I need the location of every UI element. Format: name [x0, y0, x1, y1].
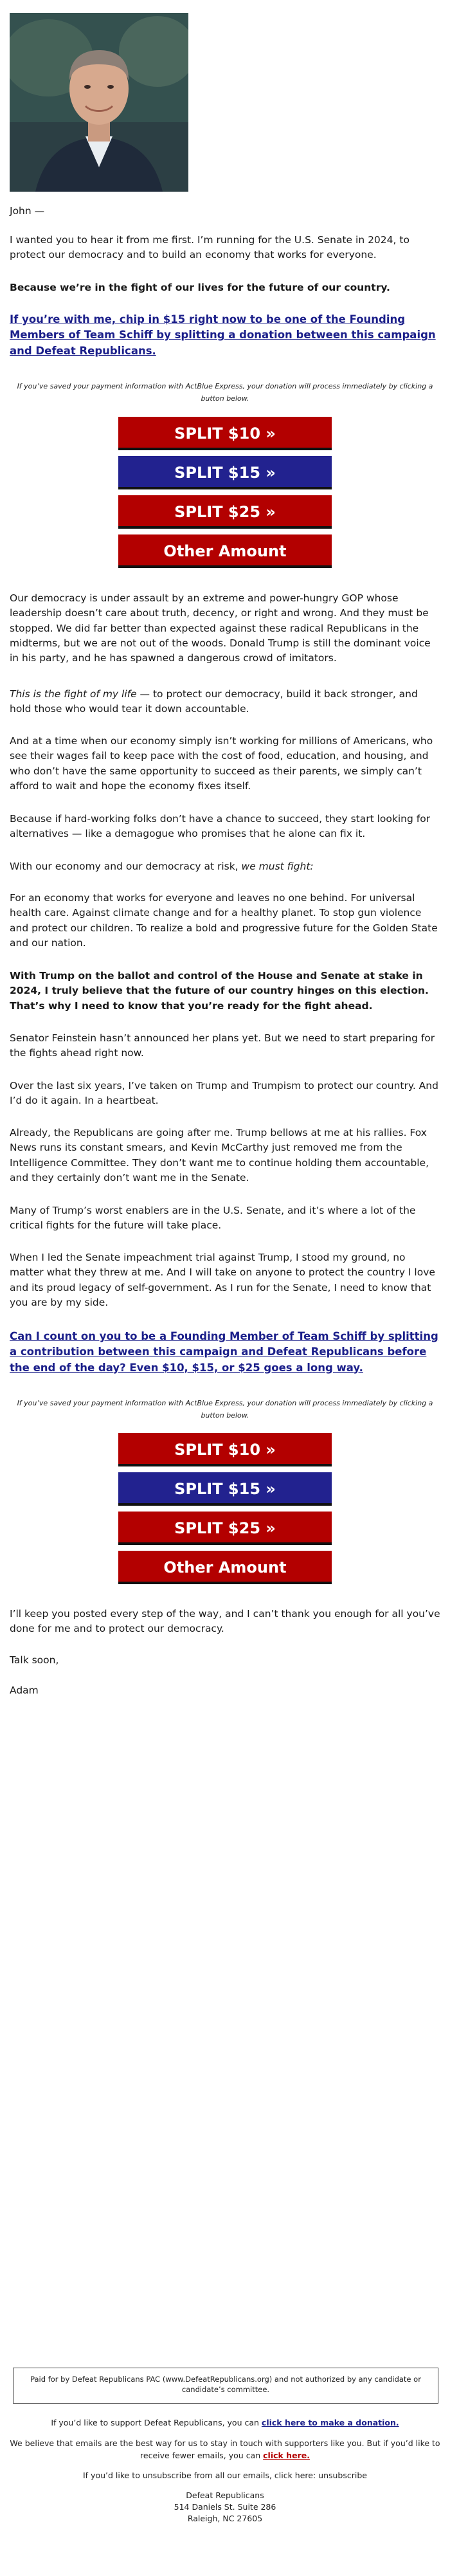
- other-amount-button-2[interactable]: Other Amount: [118, 1551, 332, 1584]
- cta-link-1-wrap: [10, 312, 440, 359]
- paid-for-text: Paid for by Defeat Republicans PAC (www.DefeatRepublicans.org) and not authorized by any candidate or candidate’s committee.: [30, 2375, 421, 2395]
- other-amount-button-1[interactable]: Other Amount: [118, 534, 332, 568]
- footer-donate-pre: If you’d like to support Defeat Republicans, you can: [51, 2418, 262, 2427]
- actblue-note-1: If you’ve saved your payment information with ActBlue Express, your donation will process immediately by clicking a button below.: [17, 382, 433, 403]
- footer-donate-line: [10, 2417, 440, 2429]
- paragraph-enablers: Many of Trump’s worst enablers are in the U.S. Senate, and it’s where a lot of the critical fights for the future will take place.: [10, 1205, 416, 1232]
- footer-fewer-emails-link[interactable]: click here.: [263, 2450, 310, 2460]
- must-fight-italic: we must fight:: [241, 861, 314, 872]
- footer-org-name: Defeat Republicans: [186, 2490, 264, 2500]
- paragraph-democracy: Our democracy is under assault by an extreme and power-hungry GOP whose leadership doesn’t care about truth, decency, or right and wrong. And they must be stopped. We did far better than expected against these radical Republicans in the midterms, but we are not out of the woods. Donald Trump is still the dominant voice in his party, and he has spawned a dangerous crowd of imitators.: [10, 592, 431, 664]
- paragraph-demagogue: Because if hard-working folks don’t have a chance to succeed, they start looking for alternatives — like a demagogue who promises that he alone can fix it.: [10, 813, 431, 840]
- must-fight-start: With our economy and our democracy at risk,: [10, 861, 242, 872]
- split-15-button-2[interactable]: SPLIT $15 »: [118, 1472, 332, 1506]
- paragraph-republicans-attack: Already, the Republicans are going after me. Trump bellows at me at his rallies. Fox News runs its constant smears, and Kevin McCarthy just removed me from the Intelligence Committee. They don’t want me to continue holding them accountable, and they certainly don’t want me in the Senate.: [10, 1127, 429, 1183]
- greeting: John —: [10, 205, 45, 217]
- cta-link-2[interactable]: Can I count on you to be a Founding Member of Team Schiff by splitting a contribution between this campaign and Defeat Republicans before the end of the day? Even $10, $15, or $25 goes a long way.: [10, 1330, 438, 1374]
- portrait-photo: [10, 13, 188, 192]
- closing: Talk soon,: [10, 1654, 59, 1666]
- paragraph-fight-of-life: [10, 687, 440, 717]
- paragraph-impeachment: When I led the Senate impeachment trial against Trump, I stood my ground, no matter what they threw at me. And I will take on anyone to protect the country I love and its proud legacy of self-government. As I run for the Senate, I need to know that you are by my side.: [10, 1252, 435, 1308]
- paragraph-must-fight: [10, 859, 440, 874]
- footer-emails-line: [10, 2438, 440, 2462]
- paragraph-economy: And at a time when our economy simply isn’t working for millions of Americans, who see their wages fail to keep pace with the cost of food, education, and housing, and who don’t have the same opportunity to succeed as their parents, we simply can’t afford to wait and hope the economy fixes itself.: [10, 735, 433, 792]
- footer-address-1: 514 Daniels St. Suite 286: [174, 2502, 276, 2512]
- footer-unsubscribe-line[interactable]: If you’d like to unsubscribe from all our emails, click here: unsubscribe: [83, 2471, 367, 2480]
- paragraph-announcement: I wanted you to hear it from me first. I’m running for the U.S. Senate in 2024, to protect our democracy and to build an economy that works for everyone.: [10, 234, 410, 261]
- paragraph-priorities: For an economy that works for everyone and leaves no one behind. For universal health care. Against climate change and for a healthy planet. To stop gun violence and protect our children. To realize a bold and progressive future for the Golden State and our nation.: [10, 892, 438, 949]
- paragraph-thanks: I’ll keep you posted every step of the way, and I can’t thank you enough for all you’ve done for me and to protect our democracy.: [10, 1608, 440, 1635]
- paragraph-six-years: Over the last six years, I’ve taken on Trump and Trumpism to protect our country. And I’d do it again. In a heartbeat.: [10, 1080, 438, 1107]
- split-15-button-1[interactable]: SPLIT $15 »: [118, 456, 332, 489]
- split-10-button-2[interactable]: SPLIT $10 »: [118, 1433, 332, 1466]
- footer-emails-pre: We believe that emails are the best way for us to stay in touch with supporters like you. But if you’d like to receive fewer emails, you can: [10, 2438, 440, 2460]
- footer-donate-link[interactable]: click here to make a donation.: [261, 2418, 399, 2427]
- actblue-note-2: If you’ve saved your payment information with ActBlue Express, your donation will process immediately by clicking a button below.: [17, 1399, 433, 1420]
- split-10-button-1[interactable]: SPLIT $10 »: [118, 417, 332, 450]
- split-25-button-2[interactable]: SPLIT $25 »: [118, 1512, 332, 1545]
- footer-address-2: Raleigh, NC 27605: [187, 2514, 263, 2523]
- paragraph-fight: Because we’re in the fight of our lives for the future of our country.: [10, 282, 390, 293]
- paragraph-ballot: With Trump on the ballot and control of the House and Senate at stake in 2024, I truly believe that the future of our country hinges on this election. That’s why I need to know that you’re ready for the fight ahead.: [10, 970, 429, 1012]
- paid-for-disclaimer: [13, 2368, 438, 2404]
- cta-link-1[interactable]: If you’re with me, chip in $15 right now to be one of the Founding Members of Team Schiff by splitting a donation between this campaign and Defeat Republicans.: [10, 313, 436, 357]
- fight-of-life-italic: This is the fight of my life: [10, 688, 137, 700]
- portrait-illustration: [10, 13, 188, 192]
- paragraph-feinstein: Senator Feinstein hasn’t announced her plans yet. But we need to start preparing for the fights ahead right now.: [10, 1032, 435, 1059]
- signature: Adam: [10, 1685, 39, 1696]
- cta-link-2-wrap: [10, 1329, 440, 1376]
- fight-of-life-rest: — to protect our democracy, build it back stronger, and hold those who would tear it down accountable.: [10, 688, 418, 715]
- split-25-button-1[interactable]: SPLIT $25 »: [118, 495, 332, 529]
